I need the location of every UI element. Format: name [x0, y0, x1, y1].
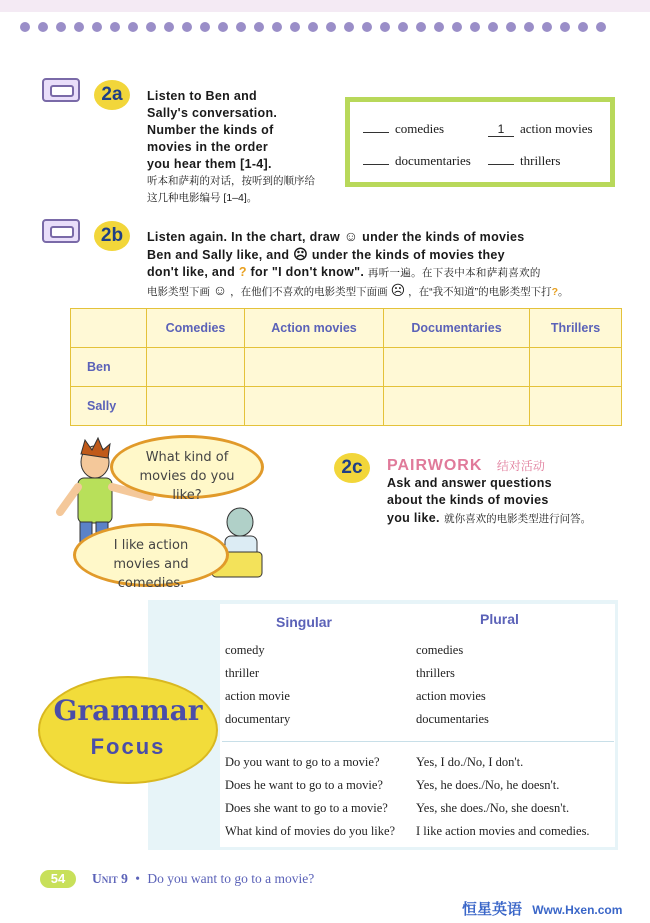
grammar-focus-logo	[38, 676, 218, 784]
movie-chart	[70, 308, 622, 426]
page-number: 54	[40, 870, 76, 888]
plural-item: documentaries	[416, 712, 489, 726]
chart-cell[interactable]	[147, 387, 245, 426]
decorative-dot	[74, 22, 84, 32]
decorative-dot	[218, 22, 228, 32]
decorative-dot	[182, 22, 192, 32]
watermark	[462, 898, 622, 919]
decorative-dot	[380, 22, 390, 32]
decorative-dot	[596, 22, 606, 32]
answer-label: comedies	[395, 121, 445, 136]
instr-cn: 。	[558, 286, 569, 298]
chart-cell[interactable]	[245, 387, 384, 426]
decorative-dot	[254, 22, 264, 32]
instr-cn: 再听一遍。在下表中本和萨莉喜欢的	[367, 267, 541, 279]
instr-cn: 电影类型下画	[147, 286, 210, 298]
exercise-badge-2c: 2c	[334, 453, 370, 483]
exercise-badge-2a: 2a	[94, 80, 130, 110]
plural-list	[416, 639, 489, 731]
grammar-answer: Yes, he does./No, he doesn't.	[416, 778, 560, 792]
smile-icon: ☺	[212, 282, 228, 298]
grammar-answer: Yes, she does./No, she doesn't.	[416, 801, 570, 815]
grammar-question: What kind of movies do you like?	[225, 824, 396, 838]
header-singular: Singular	[276, 614, 333, 630]
plural-item: thrillers	[416, 666, 455, 680]
instr-text: don't like, and	[147, 265, 236, 279]
chart-col-header: Comedies	[147, 309, 245, 348]
instr-line: Sally's conversation.	[147, 106, 278, 120]
singular-item: thriller	[225, 666, 260, 680]
singular-item: documentary	[225, 712, 291, 726]
footer-title: Do you want to go to a movie?	[147, 871, 315, 886]
grammar-question: Do you want to go to a movie?	[225, 755, 380, 769]
instr-cn: 就你喜欢的电影类型进行问答。	[444, 513, 592, 525]
grammar-question: Does she want to go to a movie?	[225, 801, 388, 815]
decorative-dot	[128, 22, 138, 32]
answer-item	[363, 153, 471, 169]
chart-col-header: Documentaries	[384, 309, 530, 348]
logo-focus: Focus	[90, 734, 166, 759]
instr-text: for "I don't know".	[250, 265, 365, 279]
singular-item: action movie	[225, 689, 290, 703]
speech-bubble-question	[110, 435, 264, 503]
instr-line: Listen to Ben and	[147, 89, 257, 103]
top-strip	[0, 0, 650, 12]
pairwork-title-cn: 结对活动	[496, 459, 545, 473]
instr-cn: ，在他们不喜欢的电影类型下面画	[230, 286, 388, 298]
instr-text: under the kinds of movies they	[311, 248, 505, 262]
decorative-dot	[236, 22, 246, 32]
speech-bubble-answer	[73, 523, 229, 591]
answer-list	[416, 751, 590, 843]
grammar-answer: I like action movies and comedies.	[416, 824, 590, 838]
footer-bullet: •	[135, 871, 140, 886]
decorative-dots	[20, 22, 620, 34]
decorative-dot	[344, 22, 354, 32]
chart-cell[interactable]	[245, 348, 384, 387]
decorative-dot	[200, 22, 210, 32]
decorative-dot	[20, 22, 30, 32]
logo-grammar: Grammar	[53, 694, 203, 727]
smile-icon: ☺	[343, 228, 359, 244]
grammar-answer: Yes, I do./No, I don't.	[416, 755, 524, 769]
decorative-dot	[362, 22, 372, 32]
answer-blank[interactable]	[363, 164, 389, 165]
question-mark-icon: ?	[238, 265, 247, 279]
footer-unit: Unit 9	[92, 871, 128, 886]
cassette-icon	[42, 78, 80, 102]
frown-icon: ☹	[390, 282, 406, 298]
decorative-dot	[38, 22, 48, 32]
plural-item: action movies	[416, 689, 486, 703]
instr-line: movies in the order	[147, 140, 269, 154]
decorative-dot	[398, 22, 408, 32]
decorative-dot	[542, 22, 552, 32]
chart-cell[interactable]	[384, 348, 530, 387]
bubble-text: What kind of movies do you like?	[139, 450, 235, 503]
chart-row-header: Ben	[71, 348, 147, 387]
cassette-icon	[42, 219, 80, 243]
instr-cn-line: 这几种电影编号 [1–4]。	[147, 192, 258, 204]
instructions-2b	[147, 228, 622, 301]
chart-cell[interactable]	[530, 348, 622, 387]
footer-line	[92, 871, 314, 887]
instr-text: Listen again. In the chart, draw	[147, 230, 340, 244]
chart-col-header: Thrillers	[530, 309, 622, 348]
instructions-2c	[387, 457, 627, 528]
instr-line: Number the kinds of	[147, 123, 274, 137]
chart-corner	[71, 309, 147, 348]
instr-line: you like.	[387, 511, 440, 525]
bubble-text: I like action movies and comedies.	[113, 538, 189, 591]
answer-label: documentaries	[395, 153, 471, 168]
instr-cn-line: 听本和萨莉的对话，按听到的顺序给	[147, 175, 315, 187]
decorative-dot	[308, 22, 318, 32]
instr-text: Ben and Sally like, and	[147, 248, 290, 262]
answer-blank[interactable]	[363, 132, 389, 133]
frown-icon: ☹	[293, 246, 309, 262]
decorative-dot	[452, 22, 462, 32]
decorative-dot	[524, 22, 534, 32]
watermark-cn: 恒星英语	[462, 901, 523, 918]
decorative-dot	[560, 22, 570, 32]
question-mark-icon: ?	[551, 286, 559, 298]
decorative-dot	[506, 22, 516, 32]
watermark-url: Www.Hxen.com	[532, 903, 623, 917]
pairwork-title: PAIRWORK	[387, 457, 483, 474]
header-plural: Plural	[480, 611, 519, 627]
grammar-question: Does he want to go to a movie?	[225, 778, 383, 792]
exercise-badge-2b: 2b	[94, 221, 130, 251]
chart-cell[interactable]	[147, 348, 245, 387]
answer-label: thrillers	[520, 153, 561, 168]
instr-text: under the kinds of movies	[362, 230, 525, 244]
answer-item	[488, 153, 560, 169]
instr-line: you hear them [1-4].	[147, 157, 272, 171]
decorative-dot	[434, 22, 444, 32]
decorative-dot	[92, 22, 102, 32]
decorative-dot	[470, 22, 480, 32]
instructions-2a	[147, 88, 347, 207]
decorative-dot	[326, 22, 336, 32]
plural-item: comedies	[416, 643, 464, 657]
singular-list	[225, 639, 290, 731]
decorative-dot	[110, 22, 120, 32]
chart-cell[interactable]	[530, 387, 622, 426]
decorative-dot	[146, 22, 156, 32]
decorative-dot	[56, 22, 66, 32]
answer-box-2a	[345, 97, 615, 187]
instr-line: Ask and answer questions	[387, 476, 552, 490]
decorative-dot	[578, 22, 588, 32]
decorative-dot	[290, 22, 300, 32]
answer-label: action movies	[520, 121, 593, 136]
answer-blank[interactable]: 1	[488, 122, 514, 137]
grammar-divider	[222, 741, 614, 742]
answer-item	[488, 121, 593, 137]
instr-cn: ，在“我不知道”的电影类型下打	[408, 286, 552, 298]
decorative-dot	[272, 22, 282, 32]
chart-row-header: Sally	[71, 387, 147, 426]
chart-col-header: Action movies	[245, 309, 384, 348]
singular-item: comedy	[225, 643, 265, 657]
answer-item	[363, 121, 444, 137]
instr-line: about the kinds of movies	[387, 493, 549, 507]
decorative-dot	[416, 22, 426, 32]
question-list	[225, 751, 395, 843]
answer-blank[interactable]	[488, 164, 514, 165]
decorative-dot	[488, 22, 498, 32]
chart-cell[interactable]	[384, 387, 530, 426]
decorative-dot	[164, 22, 174, 32]
